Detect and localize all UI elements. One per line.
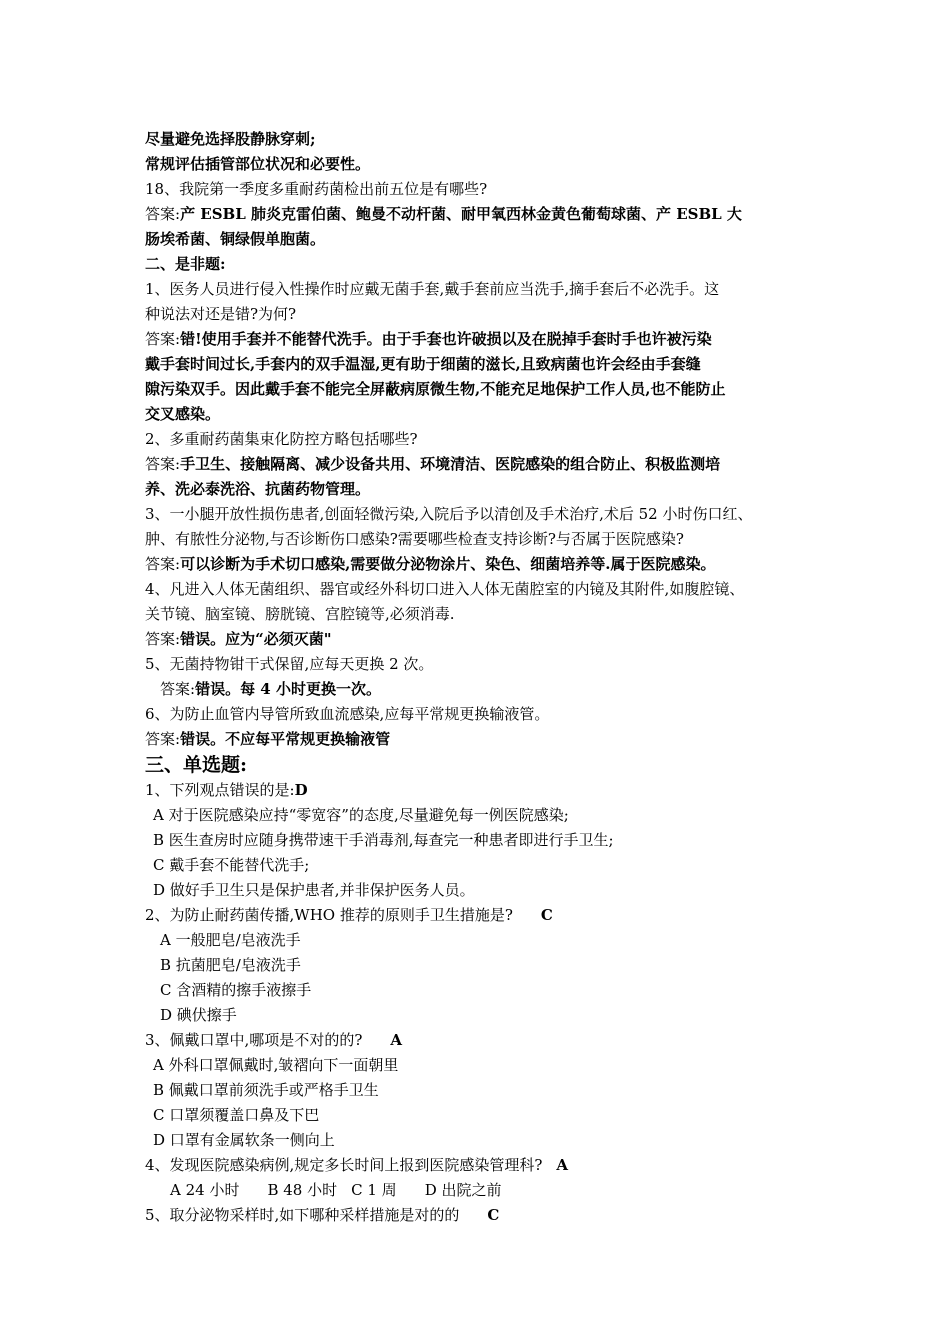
correct-answer: A <box>390 1031 402 1049</box>
answer-text: 交叉感染。 <box>145 405 221 423</box>
tf-answer-5 <box>145 677 825 702</box>
correct-answer: C <box>487 1206 500 1224</box>
section-heading-single-choice: 三、单选题: <box>145 754 248 776</box>
correct-answer: D <box>294 781 308 799</box>
mc-question-1 <box>145 778 825 803</box>
question-stem: 2、为防止耐药菌传播,WHO 推荐的原则手卫生措施是? <box>145 906 513 924</box>
question-stem: 1、下列观点错误的是: <box>145 781 295 799</box>
option-d: D 口罩有金属软条一侧向上 <box>153 1131 335 1149</box>
answer-text: 隙污染双手。因此戴手套不能完全屏蔽病原微生物,不能充足地保护工作人员,也不能防止 <box>145 380 726 398</box>
mc-question-3 <box>145 1028 825 1053</box>
tf-answer-2 <box>145 452 825 477</box>
document-body <box>145 127 825 1228</box>
answer-prefix: 答案: <box>145 205 181 223</box>
options-row <box>145 1178 825 1203</box>
tf-question-5: 5、无菌持物钳干式保留,应每天更换 2 次。 <box>145 655 434 673</box>
option-c: C 含酒精的擦手液擦手 <box>160 981 312 999</box>
question-stem: 4、发现医院感染病例,规定多长时间上报到医院感染管理科? <box>145 1156 543 1174</box>
answer-text: 戴手套时间过长,手套内的双手温湿,更有助于细菌的滋长,且致病菌也许会经由手套缝 <box>145 355 701 373</box>
tf-answer-1 <box>145 327 825 352</box>
answer-text: 可以诊断为手术切口感染,需要做分泌物涂片、染色、细菌培养等.属于医院感染。 <box>180 555 716 573</box>
answer-text: 错!使用手套并不能替代洗手。由于手套也许破损以及在脱掉手套时手也许被污染 <box>180 330 712 348</box>
option-c: C 口罩须覆盖口鼻及下巴 <box>153 1106 320 1124</box>
answer-text: 错误。每 4 小时更换一次。 <box>195 680 381 698</box>
answer-text: 肠埃希菌、铜绿假单胞菌。 <box>145 230 326 248</box>
tf-answer-3 <box>145 552 825 577</box>
tf-question-6: 6、为防止血管内导管所致血流感染,应每平常规更换输液管。 <box>145 705 550 723</box>
tf-question-4-cont: 关节镜、脑室镜、膀胱镜、宫腔镜等,必须消毒. <box>145 605 455 623</box>
mc-question-5 <box>145 1203 825 1228</box>
option-a: A 24 小时 <box>170 1181 240 1199</box>
option-b: B 48 小时 <box>267 1181 338 1199</box>
option-c: C 1 周 <box>351 1181 397 1199</box>
answer-text: 手卫生、接触隔离、减少设备共用、环境清洁、医院感染的组合防止、积极监测培 <box>180 455 721 473</box>
text-line: 常规评估插管部位状况和必要性。 <box>145 155 371 173</box>
answer-prefix: 答案: <box>145 555 181 573</box>
option-d: D 出院之前 <box>424 1181 502 1199</box>
tf-answer-6 <box>145 727 825 752</box>
correct-answer: C <box>540 906 553 924</box>
question-18: 18、我院第一季度多重耐药菌检出前五位是有哪些? <box>145 180 488 198</box>
option-b: B 佩戴口罩前须洗手或严格手卫生 <box>153 1081 379 1099</box>
mc-question-4 <box>145 1153 825 1178</box>
option-a: A 对于医院感染应持“零宽容”的态度,尽量避免每一例医院感染; <box>153 806 569 824</box>
option-a: A 一般肥皂/皂液洗手 <box>160 931 301 949</box>
option-d: D 碘伏擦手 <box>160 1006 237 1024</box>
answer-prefix: 答案: <box>145 630 181 648</box>
answer-text: 产 ESBL 肺炎克雷伯菌、鲍曼不动杆菌、耐甲氧西林金黄色葡萄球菌、产 ESBL 大 <box>180 205 742 223</box>
correct-answer: A <box>556 1156 568 1174</box>
tf-question-3: 3、一小腿开放性损伤患者,创面轻微污染,入院后予以清创及手术治疗,术后 52 小时伤口红、 <box>145 505 753 523</box>
tf-question-1: 1、医务人员进行侵入性操作时应戴无菌手套,戴手套前应当洗手,摘手套后不必洗手。这 <box>145 280 720 298</box>
tf-question-2: 2、多重耐药菌集束化防控方略包括哪些? <box>145 430 418 448</box>
question-stem: 3、佩戴口罩中,哪项是不对的的? <box>145 1031 363 1049</box>
option-b: B 医生查房时应随身携带速干手消毒剂,每查完一种患者即进行手卫生; <box>153 831 614 849</box>
answer-text: 错误。不应每平常规更换输液管 <box>180 730 391 748</box>
answer-text: 错误。应为“必须灭菌" <box>180 630 332 648</box>
option-d: D 做好手卫生只是保护患者,并非保护医务人员。 <box>153 881 475 899</box>
answer-prefix: 答案: <box>145 730 181 748</box>
tf-question-3-cont: 肿、有脓性分泌物,与否诊断伤口感染?需要哪些检查支持诊断?与否属于医院感染? <box>145 530 684 548</box>
question-stem: 5、取分泌物采样时,如下哪种采样措施是对的的 <box>145 1206 460 1224</box>
tf-answer-4 <box>145 627 825 652</box>
option-b: B 抗菌肥皂/皂液洗手 <box>160 956 301 974</box>
answer-prefix: 答案: <box>145 330 181 348</box>
answer-text: 养、洗必泰洗浴、抗菌药物管理。 <box>145 480 371 498</box>
answer-18 <box>145 202 825 227</box>
option-c: C 戴手套不能替代洗手; <box>153 856 310 874</box>
mc-question-2 <box>145 903 825 928</box>
tf-question-4: 4、凡进入人体无菌组织、器官或经外科切口进入人体无菌腔室的内镜及其附件,如腹腔镜、 <box>145 580 745 598</box>
tf-question-1-cont: 种说法对还是错?为何? <box>145 305 297 323</box>
section-heading-true-false: 二、是非题: <box>145 255 226 273</box>
text-line: 尽量避免选择股静脉穿刺; <box>145 130 316 148</box>
answer-prefix: 答案: <box>160 680 196 698</box>
option-a: A 外科口罩佩戴时,皱褶向下一面朝里 <box>153 1056 399 1074</box>
answer-prefix: 答案: <box>145 455 181 473</box>
